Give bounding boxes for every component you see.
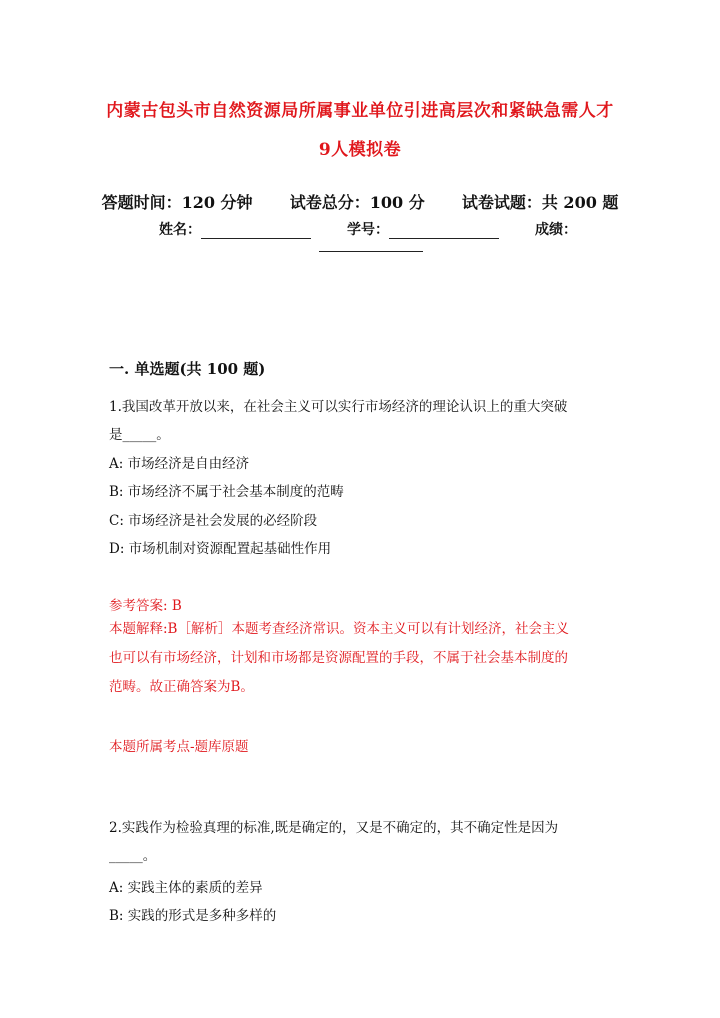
question-1-explanation-line-1: 本题解释:B［解析］本题考查经济常识。资本主义可以有计划经济，社会主义 [109, 621, 569, 637]
id-label: 学号： [347, 222, 389, 238]
question-2-option-a: A: 实践主体的素质的差异 [109, 880, 263, 896]
exam-question-count: 试卷试题：共 200 题 [461, 193, 619, 212]
question-1-stem-line-2: 是_____。 [109, 427, 170, 443]
question-2-stem-line-2: _____。 [109, 848, 157, 864]
question-1-explanation-line-2: 也可以有市场经济，计划和市场都是资源配置的手段，不属于社会基本制度的 [109, 650, 568, 666]
question-1-option-d: D: 市场机制对资源配置起基础性作用 [109, 541, 332, 557]
exam-total-score: 试卷总分：100 分 [289, 193, 425, 212]
name-blank [201, 224, 311, 239]
score-label: 成绩： [535, 222, 577, 238]
question-2-option-b: B: 实践的形式是多种多样的 [109, 908, 277, 924]
name-label: 姓名： [159, 222, 201, 238]
exam-title-line-1: 内蒙古包头市自然资源局所属事业单位引进高层次和紧缺急需人才 [106, 101, 614, 121]
exam-meta-row [0, 190, 720, 213]
question-1-option-a: A: 市场经济是自由经济 [109, 456, 250, 472]
score-blank [319, 251, 423, 252]
question-1-option-b: B: 市场经济不属于社会基本制度的范畴 [109, 484, 344, 500]
question-2-stem [109, 814, 614, 870]
section-title: 一. 单选题(共 100 题) [109, 360, 266, 378]
id-blank [389, 224, 499, 239]
exam-title-line-2: 9人模拟卷 [318, 140, 402, 160]
question-1-stem-line-1: 1.我国改革开放以来，在社会主义可以实行市场经济的理论认识上的重大突破 [109, 399, 568, 415]
question-1-explanation-line-3: 范畴。故正确答案为B。 [109, 679, 254, 695]
question-1-option-c: C: 市场经济是社会发展的必经阶段 [109, 513, 318, 529]
student-fields-row [159, 219, 577, 239]
question-1-answer: 参考答案: B [109, 598, 182, 614]
question-1-stem [109, 393, 614, 449]
question-1-explanation [109, 615, 614, 702]
question-1-source: 本题所属考点-题库原题 [109, 739, 249, 755]
question-2-stem-line-1: 2.实践作为检验真理的标准,既是确定的，又是不确定的，其不确定性是因为 [109, 820, 559, 836]
exam-time: 答题时间：120 分钟 [101, 193, 253, 212]
